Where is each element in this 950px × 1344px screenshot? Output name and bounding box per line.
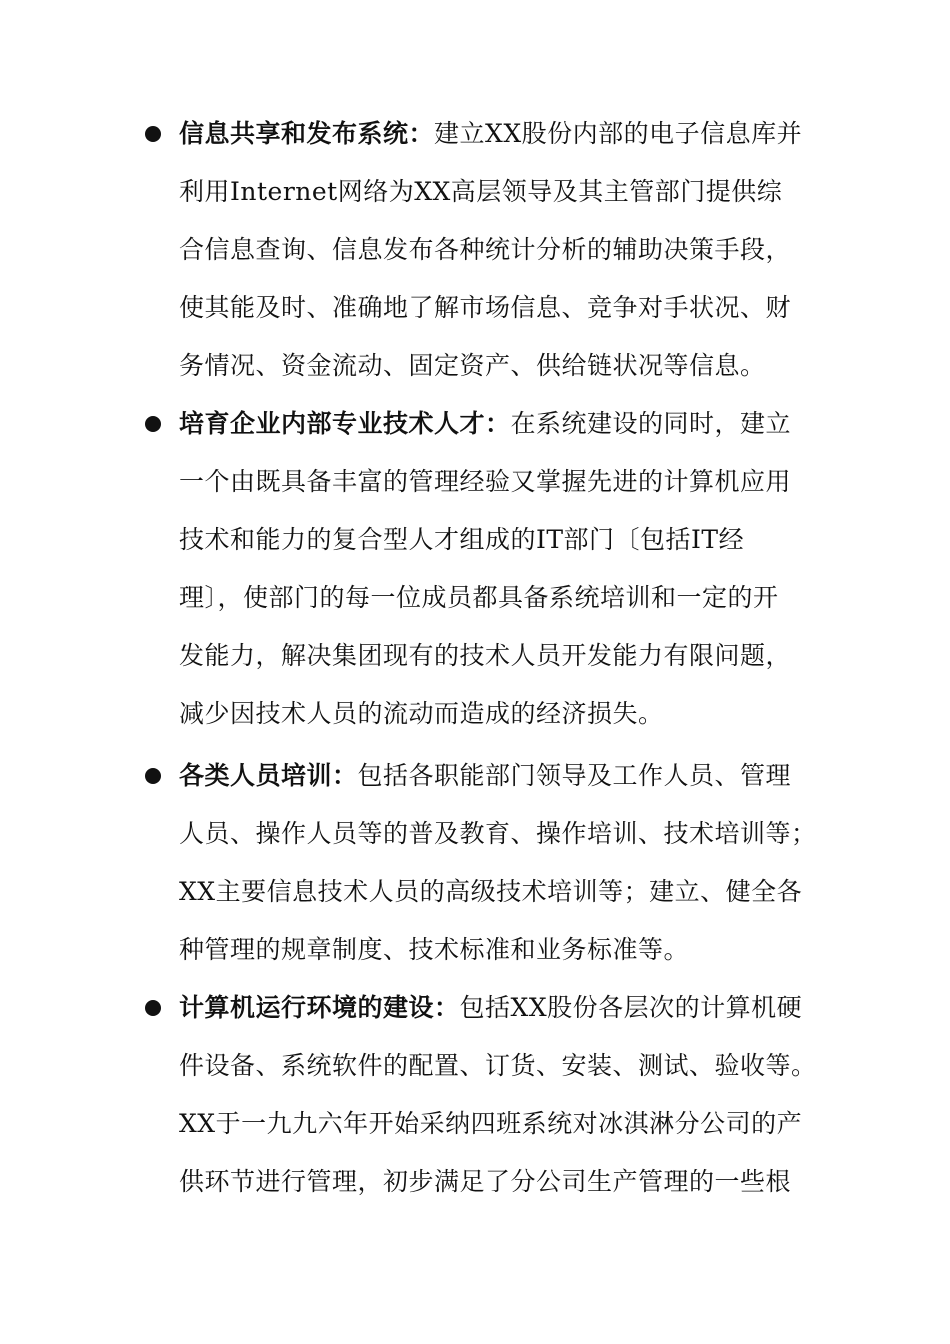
bullet-text — [179, 406, 791, 754]
text-line: 一个由既具备丰富的管理经验又掌握先进的计算机应用 — [179, 467, 792, 496]
bullet-icon — [145, 416, 161, 432]
text-line — [179, 116, 802, 174]
text-line: XX主要信息技术人员的高级技术培训等；建立、健全各 — [179, 877, 803, 906]
text-line — [179, 406, 791, 464]
text-line: 人员、操作人员等的普及教育、操作培训、技术培训等； — [179, 819, 817, 848]
text-line: 发能力，解决集团现有的技术人员开发能力有限问题， — [179, 641, 792, 670]
bullet-icon — [145, 768, 161, 784]
item-heading: 计算机运行环境的建设： — [179, 993, 460, 1022]
text-line: XX于一九九六年开始采纳四班系统对冰淇淋分公司的产 — [179, 1109, 803, 1138]
text-line — [179, 758, 817, 816]
text-line: 技术和能力的复合型人才组成的IT部门〔包括IT经 — [179, 525, 745, 554]
item-text: 包括各职能部门领导及工作人员、管理 — [357, 761, 792, 790]
text-line: 使其能及时、准确地了解市场信息、竞争对手状况、财 — [179, 293, 792, 322]
text-line: 合信息查询、信息发布各种统计分析的辅助决策手段， — [179, 235, 792, 264]
item-text: 建立XX股份内部的电子信息库并 — [434, 119, 803, 148]
text-line — [179, 990, 817, 1048]
text-line: 减少因技术人员的流动而造成的经济损失。 — [179, 699, 664, 728]
bullet-text — [179, 990, 817, 1222]
bullet-text — [179, 758, 817, 990]
bullet-text — [179, 116, 802, 406]
text-line: 供环节进行管理，初步满足了分公司生产管理的一些根 — [179, 1167, 792, 1196]
item-text: 在系统建设的同时，建立 — [510, 409, 792, 438]
text-line: 利用Internet网络为XX高层领导及其主管部门提供综 — [179, 177, 783, 206]
bullet-icon — [145, 126, 161, 142]
item-heading: 信息共享和发布系统： — [179, 119, 435, 148]
text-line: 理〕，使部门的每一位成员都具备系统培训和一定的开 — [179, 583, 779, 612]
bullet-icon — [145, 1000, 161, 1016]
item-text: 包括XX股份各层次的计算机硬 — [459, 993, 803, 1022]
text-line: 种管理的规章制度、技术标准和业务标准等。 — [179, 935, 690, 964]
text-line: 务情况、资金流动、固定资产、供给链状况等信息。 — [179, 351, 766, 380]
item-heading: 培育企业内部专业技术人才： — [179, 409, 511, 438]
item-heading: 各类人员培训： — [179, 761, 358, 790]
text-line: 件设备、系统软件的配置、订货、安装、测试、验收等。 — [179, 1051, 817, 1080]
